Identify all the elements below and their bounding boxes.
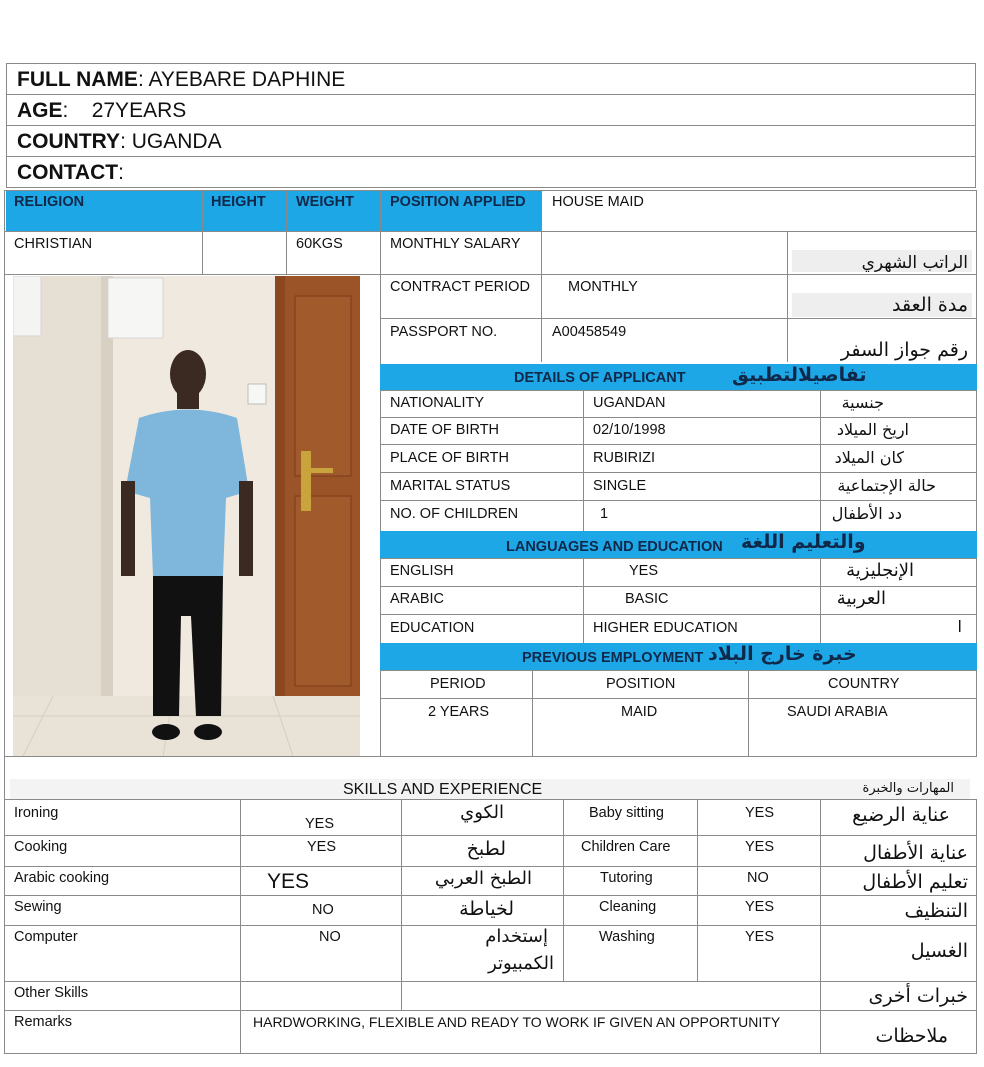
skill-cooking-label: Cooking [14,839,68,855]
skill-tutoring-ar: تعليم الأطفال [862,871,968,893]
skill-washing-ar: الغسيل [910,940,968,962]
full-name-value: AYEBARE DAPHINE [148,68,346,91]
lang-label-english: ENGLISH [390,563,454,579]
other-skills-ar: خبرات أخرى [868,985,968,1007]
skill-sewing-value: NO [312,902,334,918]
contact-row: CONTACT: [17,161,124,184]
details-title-ar: تفاصيلالتطبيق [732,364,867,386]
details-title: DETAILS OF APPLICANT [514,370,686,386]
detail-label-children: NO. OF CHILDREN [390,506,519,522]
lang-value-arabic: BASIC [625,591,669,607]
other-skills-label: Other Skills [14,985,89,1001]
country-value: UGANDA [131,130,222,153]
skill-arabiccooking-value: YES [267,870,310,893]
skill-ironing-ar: الكوي [460,802,504,823]
languages-title-ar: والتعليم اللغة [741,531,866,553]
employment-col-country: COUNTRY [828,676,900,692]
age-label: AGE [17,99,63,122]
detail-label-pob: PLACE OF BIRTH [390,450,509,466]
religion-value: CHRISTIAN [14,236,93,252]
position-applied-value: HOUSE MAID [552,194,644,210]
skill-cooking-value: YES [307,839,337,855]
lang-ar-arabic: العربية [836,588,886,609]
languages-title: LANGUAGES AND EDUCATION [506,539,723,555]
skill-babysitting-ar: عناية الرضيع [852,804,950,826]
detail-value-pob: RUBIRIZI [593,450,656,466]
age-row: AGE: 27YEARS [17,99,187,122]
remarks-value: HARDWORKING, FLEXIBLE AND READY TO WORK IF GIVEN AN OPPORTUNITY [253,1014,781,1030]
skill-childrencare-label: Children Care [581,839,671,855]
skill-cooking-ar: لطبخ [466,838,506,860]
skill-sewing-ar: لخياطة [459,898,514,920]
skill-ironing-label: Ironing [14,805,59,821]
skill-computer-ar-line2: الكمبيوتر [488,953,554,974]
detail-value-marital: SINGLE [593,478,647,494]
lang-ar-education: ا [957,617,962,636]
weight-value: 60KGS [296,236,343,252]
lang-ar-english: الإنجليزية [846,560,914,581]
skill-ironing-value: YES [305,816,335,832]
employment-country: SAUDI ARABIA [787,704,888,720]
employment-col-period: PERIOD [430,676,486,692]
applicant-photo [13,276,360,756]
remarks-ar: ملاحظات [875,1025,948,1047]
skill-computer-value: NO [319,929,341,945]
detail-ar-marital: حالة الإجتماعية [837,476,936,495]
detail-label-marital: MARITAL STATUS [390,478,511,494]
skill-computer-label: Computer [14,929,78,945]
contract-period-value: MONTHLY [568,279,638,295]
country-label: COUNTRY [17,130,121,153]
detail-ar-dob: اريخ الميلاد [836,420,909,439]
country-row: COUNTRY: UGANDA [17,130,222,153]
lang-value-education: HIGHER EDUCATION [593,620,738,636]
detail-label-nationality: NATIONALITY [390,395,484,411]
detail-value-children: 1 [600,506,609,522]
detail-ar-children: دد الأطفال [831,504,902,523]
employment-title: PREVIOUS EMPLOYMENT [522,650,704,666]
passport-label: PASSPORT NO. [390,324,498,340]
skill-tutoring-label: Tutoring [600,870,653,886]
skill-babysitting-label: Baby sitting [589,805,664,821]
detail-ar-nationality: جنسية [841,393,884,412]
detail-ar-pob: كان الميلاد [834,448,904,467]
skill-washing-value: YES [745,929,775,945]
skill-childrencare-value: YES [745,839,775,855]
position-applied-label: POSITION APPLIED [390,194,526,210]
passport-value: A00458549 [552,324,627,340]
employment-position: MAID [621,704,658,720]
employment-col-position: POSITION [606,676,676,692]
skill-tutoring-value: NO [747,870,769,886]
height-label: HEIGHT [211,194,266,210]
lang-value-english: YES [629,563,659,579]
contact-label: CONTACT [17,161,119,184]
detail-label-dob: DATE OF BIRTH [390,422,500,438]
monthly-salary-ar: الراتب الشهري [861,253,968,273]
skill-arabiccooking-label: Arabic cooking [14,870,110,886]
skill-sewing-label: Sewing [14,899,62,915]
monthly-salary-label: MONTHLY SALARY [390,236,521,252]
full-name-row: FULL NAME: AYEBARE DAPHINE [17,68,346,91]
skill-washing-label: Washing [599,929,655,945]
employment-title-ar: خبرة خارج البلاد [708,643,857,665]
detail-value-nationality: UGANDAN [593,395,666,411]
lang-label-arabic: ARABIC [390,591,444,607]
religion-label: RELIGION [14,194,85,210]
employment-period: 2 YEARS [428,704,489,720]
detail-value-dob: 02/10/1998 [593,422,666,438]
contract-period-label: CONTRACT PERIOD [390,279,530,295]
weight-label: WEIGHT [296,194,354,210]
skill-cleaning-label: Cleaning [599,899,657,915]
skill-cleaning-value: YES [745,899,775,915]
contract-period-ar: مدة العقد [892,294,968,316]
remarks-label: Remarks [14,1014,73,1030]
skill-computer-ar-line1: إستخدام [485,926,548,947]
lang-label-education: EDUCATION [390,620,475,636]
skills-title: SKILLS AND EXPERIENCE [343,781,543,798]
full-name-label: FULL NAME [17,68,138,91]
skill-babysitting-value: YES [745,805,775,821]
skill-childrencare-ar: عناية الأطفال [863,842,968,864]
skill-cleaning-ar: التنظيف [904,900,968,922]
age-value: 27YEARS [91,99,187,122]
skills-title-ar: المهارات والخبرة [862,781,954,796]
skill-arabiccooking-ar: الطبخ العربي [434,868,532,889]
passport-ar: رقم جواز السفر [840,339,968,361]
